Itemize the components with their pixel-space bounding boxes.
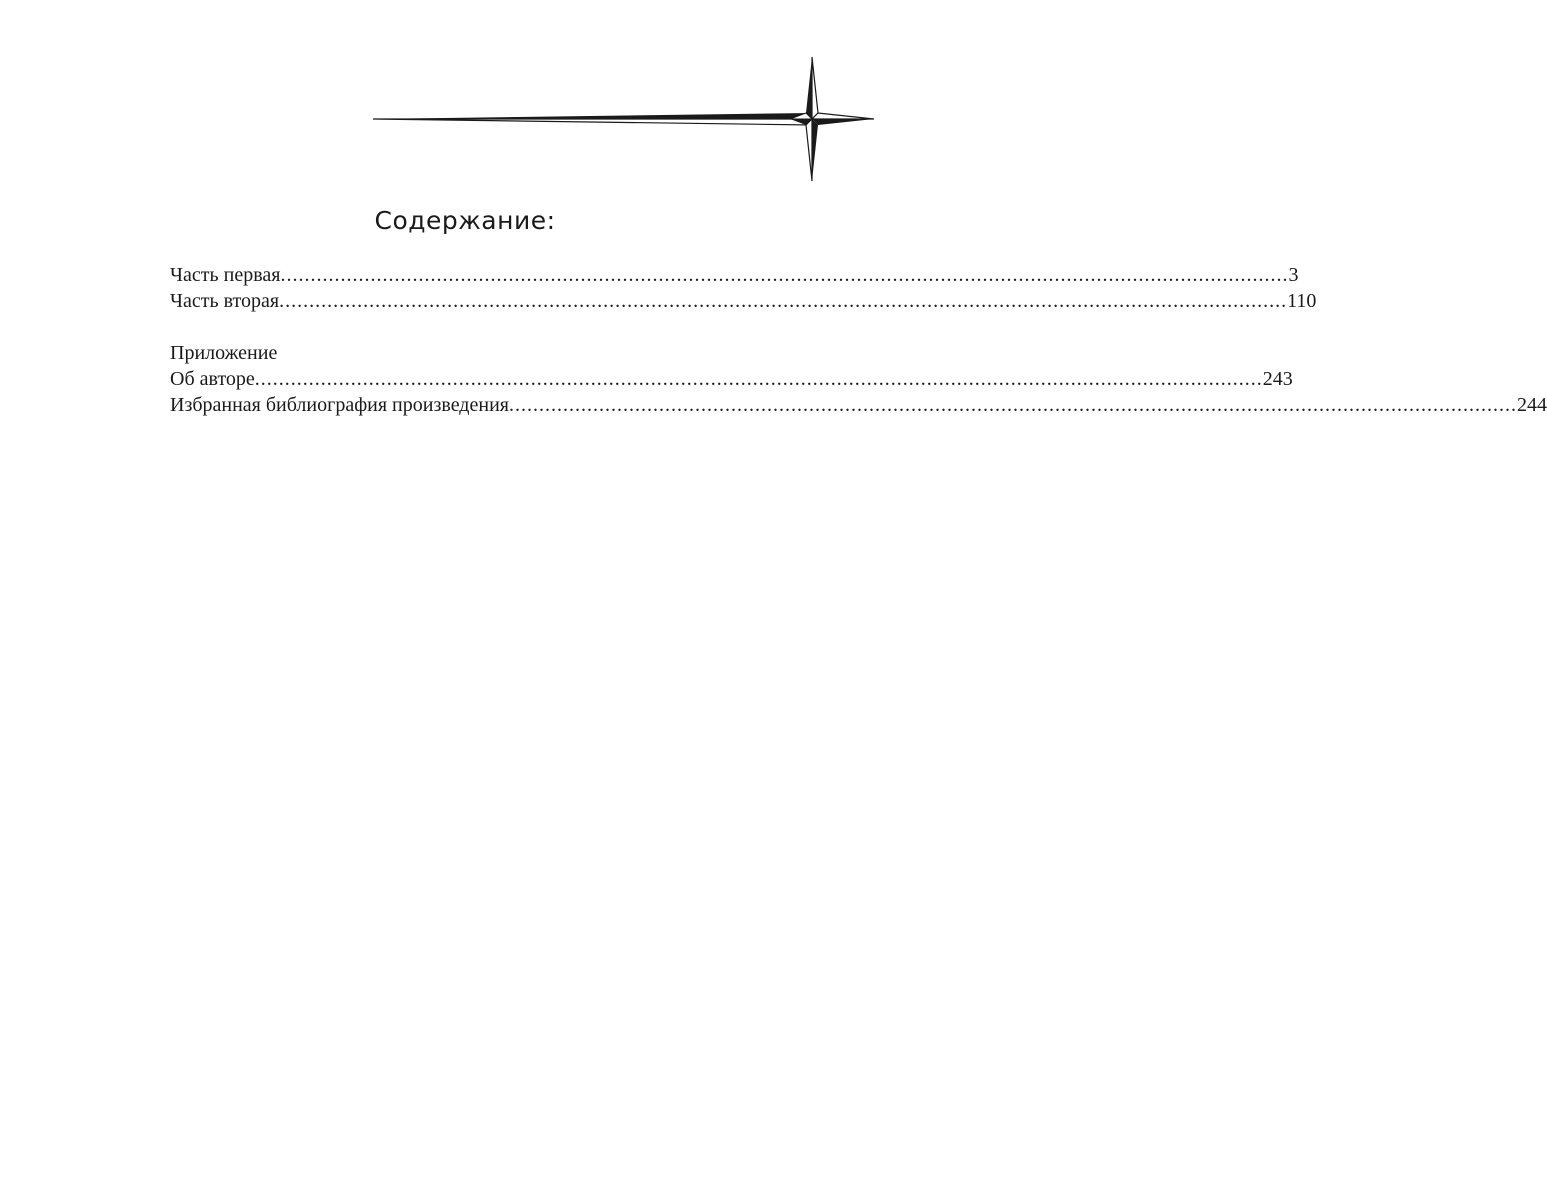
toc-entry-title: Часть первая [170,264,281,286]
table-of-contents [170,262,1547,418]
toc-entry-page: 3 [1288,264,1299,286]
toc-section-appendix: Приложение [170,342,278,364]
toc-leader-dots: ........................................................................................................................................................................ [280,264,1289,286]
toc-entry-title: Часть вторая [170,290,280,312]
toc-entry-part-one[interactable] [170,262,1299,288]
page-title: Содержание: [374,206,556,235]
toc-leader-dots: ........................................................................................................................................................................ [279,290,1288,312]
toc-entry-bibliography[interactable] [170,392,1547,418]
toc-entry-title: Об авторе [170,368,255,390]
compass-star-icon [370,55,880,185]
toc-entry-about-author[interactable] [170,366,1293,392]
toc-entry-title: Избранная библиография произведения [170,394,509,416]
toc-entry-page: 243 [1262,368,1293,390]
toc-entry-part-two[interactable] [170,288,1317,314]
toc-leader-dots: ........................................................................................................................................................................ [254,368,1263,390]
toc-entry-page: 244 [1516,394,1547,416]
toc-leader-dots: ........................................................................................................................................................................ [508,394,1517,416]
toc-entry-page: 110 [1287,290,1317,312]
